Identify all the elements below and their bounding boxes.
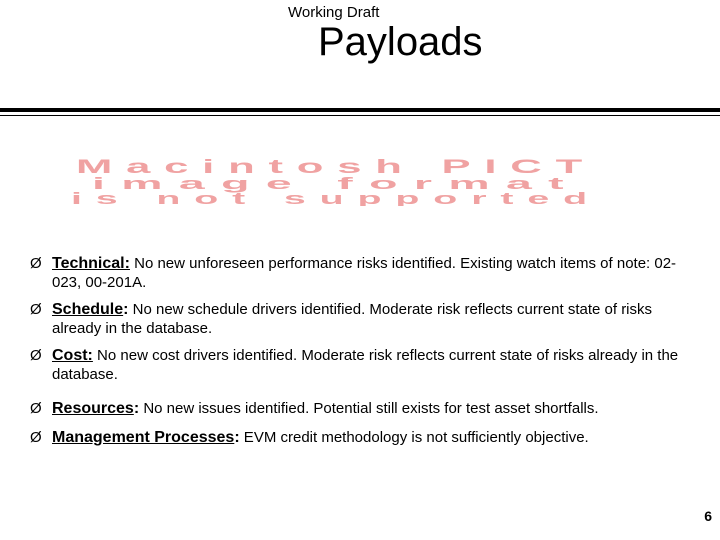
draft-label: Working Draft <box>288 4 380 21</box>
bullet-text: No new unforeseen performance risks identified. Existing watch items of note: 02-023, 00-201A. <box>52 255 677 291</box>
bullet-text: EVM credit methodology is not sufficiently objective. <box>239 429 589 446</box>
bullet-term: Management Processes <box>52 429 235 446</box>
bullet-colon: : <box>133 400 140 417</box>
arrow-bullet-icon: Ø <box>30 400 42 417</box>
bullet-term: Cost: <box>52 347 93 364</box>
bullet-term: Resources <box>52 400 134 417</box>
arrow-bullet-icon: Ø <box>30 255 42 272</box>
bullet-resources <box>30 399 680 418</box>
bullet-text: No new issues identified. Potential still exists for test asset shortfalls. <box>139 400 599 417</box>
bullet-schedule <box>30 300 680 338</box>
arrow-bullet-icon: Ø <box>30 301 42 318</box>
page-title: Payloads <box>318 20 483 64</box>
arrow-bullet-icon: Ø <box>30 347 42 364</box>
bullet-term: Schedule <box>52 301 124 318</box>
placeholder-line-2: image format <box>92 174 580 193</box>
title-rule-thin <box>0 115 720 116</box>
page-number: 6 <box>704 508 712 524</box>
bullet-term: Technical: <box>52 255 130 272</box>
bullet-cost <box>30 346 680 384</box>
bullet-management-processes <box>30 428 680 447</box>
status-bullet-list <box>30 254 680 447</box>
bullet-technical <box>30 254 680 292</box>
arrow-bullet-icon: Ø <box>30 429 42 446</box>
placeholder-line-3: is not supported <box>71 189 601 206</box>
bullet-colon: : <box>123 301 129 318</box>
bullet-text: No new cost drivers identified. Moderate risk reflects current state of risks already in the database. <box>52 347 679 383</box>
bullet-colon: : <box>234 429 240 446</box>
title-rule-thick <box>0 108 720 112</box>
unsupported-image-placeholder <box>66 158 606 206</box>
placeholder-line-1: Macintosh PICT <box>76 158 596 178</box>
bullet-text: No new schedule drivers identified. Moderate risk reflects current state of risks already in the database. <box>52 301 653 337</box>
